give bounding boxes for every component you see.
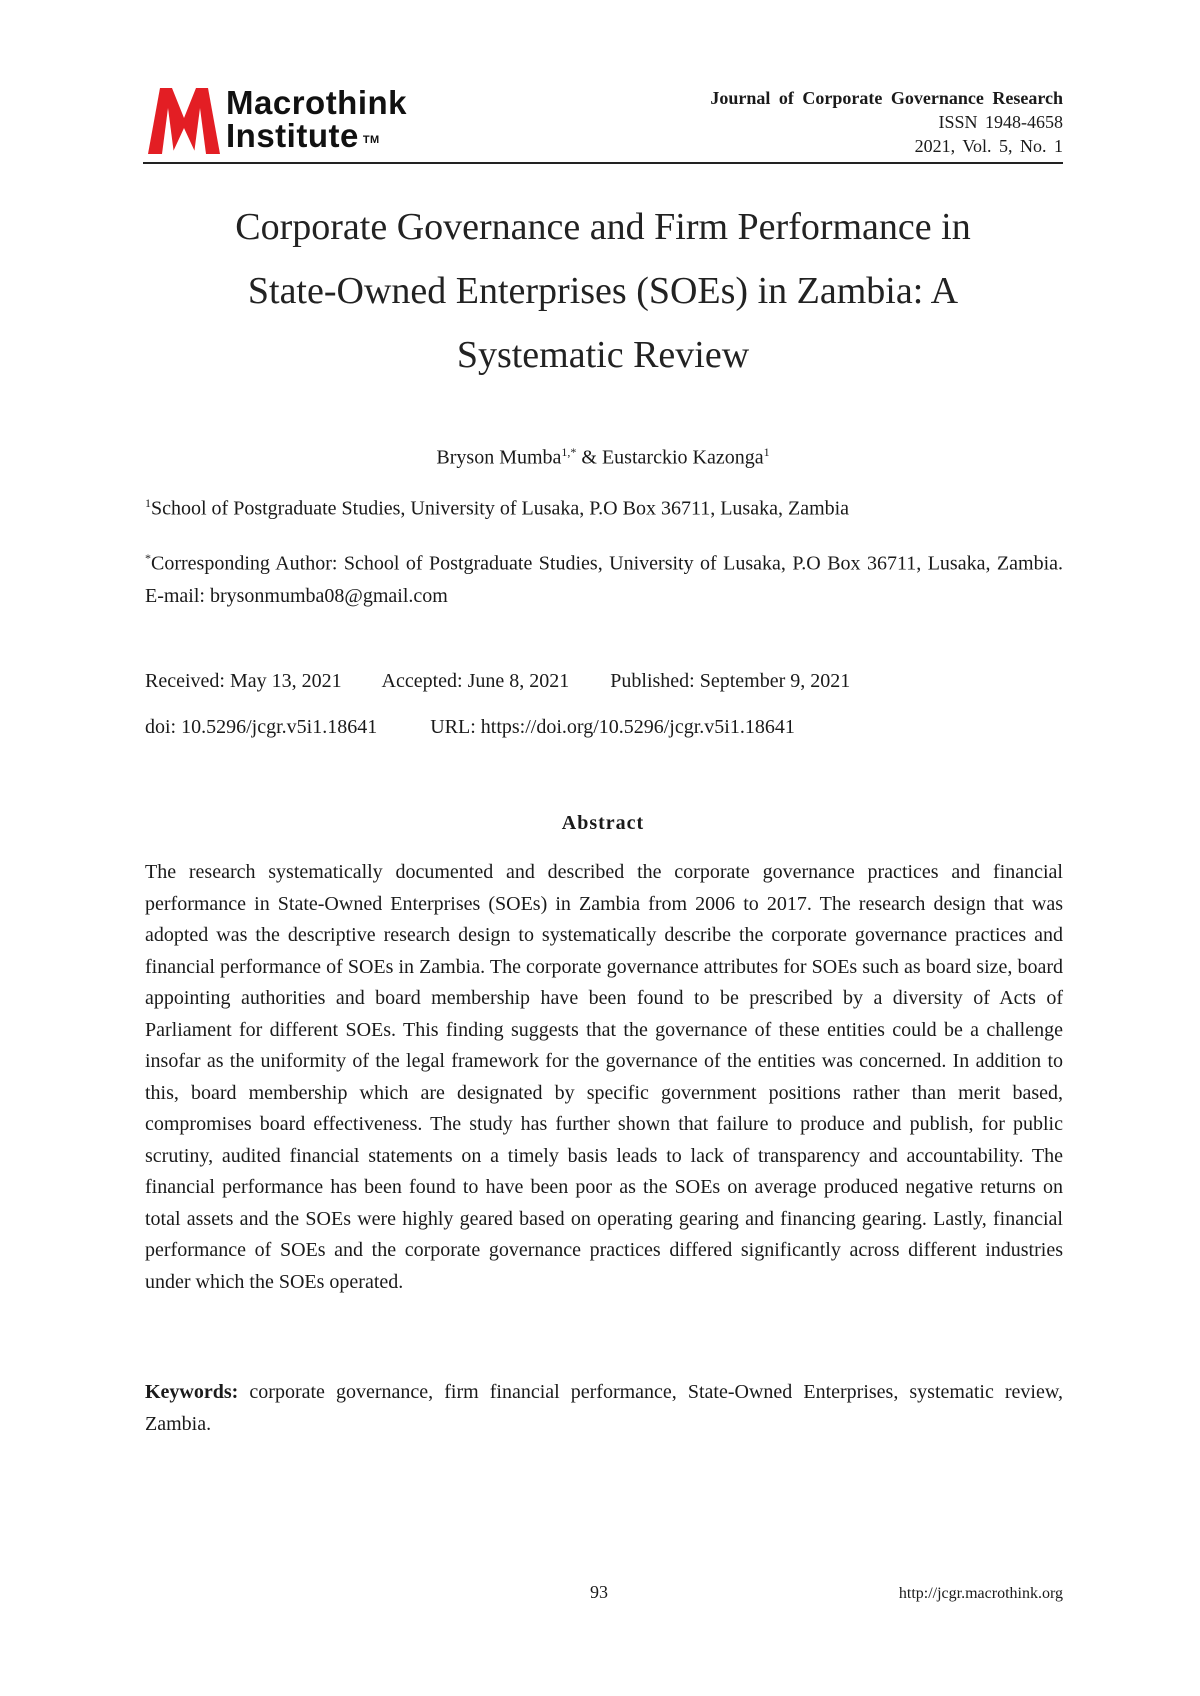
affiliation [145,496,1063,521]
keywords-label: Keywords: [145,1381,239,1403]
abstract-heading: Abstract [561,812,645,834]
title-line-3: Systematic Review [456,334,750,376]
author-2: Eustarckio Kazonga [601,446,764,469]
author-2-affil-mark: 1 [763,445,770,459]
logo-line2-text: Institute [226,117,359,154]
affiliation-text: School of Postgraduate Studies, University of Lusaka, P.O Box 36711, Lusaka, Zambia [151,497,850,520]
keywords [145,1376,1063,1440]
corresponding-text: Corresponding Author: School of Postgraduate Studies, University of Lusaka, P.O Box 36711, Lusaka, Zambia. E-mail: brysonmumba08@gmail.com [145,552,1063,607]
author-1: Bryson Mumba [436,446,562,469]
macrothink-m-icon [148,88,220,154]
published-date: Published: September 9, 2021 [610,670,851,692]
affiliation-mark: 1 [145,496,151,510]
article-dates [145,670,886,693]
header-divider [143,162,1063,164]
author-1-affil-mark: 1,* [561,445,577,459]
accepted-date: Accepted: June 8, 2021 [381,670,570,692]
keywords-text: corporate governance, firm financial performance, State-Owned Enterprises, systematic review, Zambia. [145,1381,1064,1435]
doi-text: doi: 10.5296/jcgr.v5i1.18641 [145,716,378,738]
macrothink-logo [148,86,468,156]
abstract-body: The research systematically documented and described the corporate governance practices and financial performance in State-Owned Enterprises (SOEs) in Zambia from 2006 to 2017. The research design that was adopted was the descriptive research design to systematically describe the corporate governance practices and financial performance of SOEs in Zambia. The corporate governance attributes for SOEs such as board size, board appointing authorities and board membership have been found to be prescribed by a diversity of Acts of Parliament for different SOEs. This finding suggests that the governance of these entities could be a challenge insofar as the uniformity of the legal framework for the governance of the entities was concerned. In addition to this, board membership which are designated by specific government positions rather than merit based, compromises board effectiveness. The study has further shown that failure to produce and publish, for public scrutiny, audited financial statements on a timely basis leads to lack of transparency and accountability. The financial performance has been found to have been poor as the SOEs on average produced negative returns on total assets and the SOEs were highly geared based on operating gearing and financing gearing. Lastly, financial performance of SOEs and the corporate governance practices differed significantly across different industries under which the SOEs operated. [145,861,1063,1293]
author-list [143,445,1063,470]
logo-line1: Macrothink [226,84,408,121]
article-identifiers [145,716,795,739]
logo-wordmark [226,86,407,153]
article-title [143,195,1063,387]
journal-issn: ISSN 1948-4658 [938,112,1063,132]
doi-url-link[interactable]: URL: https://doi.org/10.5296/jcgr.v5i1.18641 [430,716,795,738]
logo-trademark: TM [362,134,380,146]
footer-url-link[interactable]: http://jcgr.macrothink.org [898,1585,1063,1602]
received-date: Received: May 13, 2021 [145,670,342,692]
corresponding-mark: * [145,551,151,565]
corresponding-author [145,542,1063,612]
journal-info [710,86,1063,158]
page-number: 93 [590,1582,608,1602]
title-line-2: State-Owned Enterprises (SOEs) in Zambia: A [247,270,959,312]
journal-volume: 2021, Vol. 5, No. 1 [914,136,1063,156]
title-line-1: Corporate Governance and Firm Performance in [235,206,971,248]
journal-name: Journal of Corporate Governance Research [710,88,1063,108]
author-separator: & [576,446,602,469]
logo-line2 [226,119,407,153]
